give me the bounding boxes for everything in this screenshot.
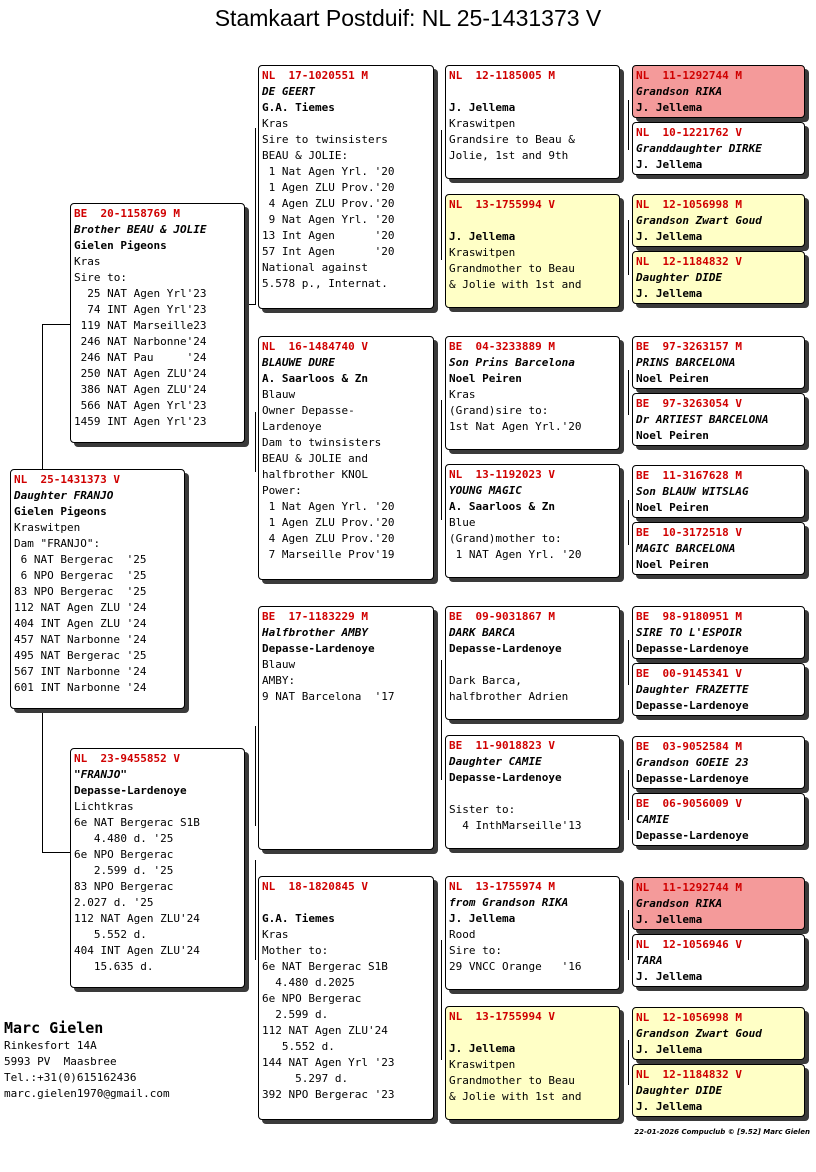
pedigree-note: 74 INT Agen Yrl'23 <box>74 303 207 316</box>
pigeon-card-dam[interactable] <box>70 748 245 988</box>
breeder-name: J. Jellema <box>636 1043 703 1056</box>
pigeon-card-sire-dam[interactable] <box>258 336 434 580</box>
owner-block <box>4 1018 170 1102</box>
breeder-name: J. Jellema <box>449 912 516 925</box>
pigeon-card-sire[interactable] <box>70 203 245 443</box>
pedigree-note: 601 INT Narbonne '24 <box>14 681 147 694</box>
pedigree-note: Mother to: <box>262 944 329 957</box>
pigeon-name: Brother BEAU & JOLIE <box>74 223 207 236</box>
pigeon-name: Daughter DIDE <box>636 1084 723 1097</box>
pigeon-name: MAGIC BARCELONA <box>636 542 736 555</box>
pedigree-note: 404 INT Agen ZLU '24 <box>14 617 147 630</box>
pigeon-card-dss[interactable] <box>445 606 620 720</box>
page-title: Stamkaart Postduif: NL 25-1431373 V <box>214 5 602 31</box>
breeder-name: Noel Peiren <box>636 372 709 385</box>
pedigree-note: 112 NAT Agen ZLU'24 <box>262 1024 388 1037</box>
pedigree-note: halfbrother Adrien <box>449 690 569 703</box>
pedigree-note: Power: <box>262 484 302 497</box>
pigeon-card-g12[interactable] <box>632 793 805 846</box>
pigeon-name: Grandson GOEIE 23 <box>636 756 749 769</box>
breeder-name: A. Saarloos & Zn <box>262 372 368 385</box>
breeder-name: Depasse-Lardenoye <box>636 642 749 655</box>
pigeon-name: BLAUWE DURE <box>262 356 335 369</box>
ring-number: NL 18-1820845 V <box>262 880 368 893</box>
ring-number: BE 09-9031867 M <box>449 610 555 623</box>
breeder-name: Noel Peiren <box>636 501 709 514</box>
breeder-name: Depasse-Lardenoye <box>636 699 749 712</box>
pedigree-note: 495 NAT Bergerac '25 <box>14 649 147 662</box>
breeder-name: Noel Peiren <box>636 558 709 571</box>
pedigree-note: 4 Agen ZLU Prov.'20 <box>262 197 395 210</box>
pigeon-card-sss[interactable] <box>445 65 620 179</box>
ring-number: BE 97-3263157 M <box>636 340 742 353</box>
ring-number: NL 12-1184832 V <box>636 255 742 268</box>
pedigree-note: (Grand)sire to: <box>449 404 549 417</box>
ring-number: NL 10-1221762 V <box>636 126 742 139</box>
pigeon-card-g16[interactable] <box>632 1064 805 1117</box>
pigeon-name: Son BLAUW WITSLAG <box>636 485 749 498</box>
pedigree-note: (Grand)mother to: <box>449 532 562 545</box>
pedigree-note: Blue <box>449 516 476 529</box>
ring-number: NL 13-1755994 V <box>449 198 555 211</box>
breeder-name: J. Jellema <box>636 1100 703 1113</box>
pedigree-note: 1st Nat Agen Yrl.'20 <box>449 420 582 433</box>
pedigree-note: Blauw <box>262 388 296 401</box>
pedigree-note: 29 VNCC Orange '16 <box>449 960 582 973</box>
pedigree-note: Blauw <box>262 658 296 671</box>
pedigree-note: 566 NAT Agen Yrl'23 <box>74 399 207 412</box>
pedigree-note: 6e NAT Bergerac S1B <box>262 960 388 973</box>
breeder-name: J. Jellema <box>449 230 516 243</box>
pigeon-name: SIRE TO L'ESPOIR <box>636 626 742 639</box>
pigeon-card-dam-sire[interactable] <box>258 606 434 850</box>
pedigree-note: 1 Agen ZLU Prov.'20 <box>262 181 395 194</box>
pigeon-card-g6[interactable] <box>632 393 805 446</box>
pigeon-name: DE GEERT <box>262 85 315 98</box>
pedigree-note: Kras <box>262 928 289 941</box>
breeder-name: J. Jellema <box>636 158 703 171</box>
pigeon-name: DARK BARCA <box>449 626 516 639</box>
pigeon-card-ddd[interactable] <box>445 1006 620 1120</box>
pedigree-note: & Jolie with 1st and <box>449 1090 582 1103</box>
pigeon-card-g7[interactable] <box>632 465 805 518</box>
ring-number: NL 23-9455852 V <box>74 752 180 765</box>
pedigree-note: Kras <box>262 117 289 130</box>
pigeon-name: "FRANJO" <box>74 768 127 781</box>
pigeon-card-g5[interactable] <box>632 336 805 389</box>
owner-phone: Tel.:+31(0)615162436 <box>4 1071 137 1084</box>
pedigree-note: 1 Nat Agen Yrl. '20 <box>262 165 395 178</box>
footer-credit: 22-01-2026 Compuclub © [9.52] Marc Gielen <box>634 1128 810 1136</box>
pigeon-name: Daughter CAMIE <box>449 755 542 768</box>
pigeon-name: YOUNG MAGIC <box>449 484 522 497</box>
breeder-name: J. Jellema <box>636 101 703 114</box>
pedigree-note: 5.578 p., Internat. <box>262 277 388 290</box>
ring-number: BE 11-9018823 V <box>449 739 555 752</box>
ring-number: BE 11-3167628 M <box>636 469 742 482</box>
pigeon-card-g11[interactable] <box>632 736 805 789</box>
ring-number: NL 12-1185005 M <box>449 69 555 82</box>
pigeon-name: Daughter FRAZETTE <box>636 683 749 696</box>
pedigree-note: 1 NAT Agen Yrl. '20 <box>449 548 582 561</box>
pedigree-note: Kras <box>449 388 476 401</box>
ring-number: BE 17-1183229 M <box>262 610 368 623</box>
pigeon-name: Halfbrother AMBY <box>262 626 368 639</box>
breeder-name: Noel Peiren <box>449 372 522 385</box>
ring-number: NL 12-1056998 M <box>636 1011 742 1024</box>
ring-number: BE 10-3172518 V <box>636 526 742 539</box>
pigeon-card-subject[interactable] <box>10 469 185 709</box>
ring-number: BE 06-9056009 V <box>636 797 742 810</box>
owner-address: Rinkesfort 14A <box>4 1039 97 1052</box>
pigeon-card-g3[interactable] <box>632 194 805 247</box>
pedigree-note: 386 NAT Agen ZLU'24 <box>74 383 207 396</box>
ring-number: NL 11-1292744 M <box>636 69 742 82</box>
pigeon-card-ssd[interactable] <box>445 194 620 308</box>
pedigree-note: AMBY: <box>262 674 296 687</box>
pedigree-note: 246 NAT Pau '24 <box>74 351 207 364</box>
pedigree-note: 7 Marseille Prov'19 <box>262 548 395 561</box>
breeder-name: A. Saarloos & Zn <box>449 500 555 513</box>
pedigree-note: 1 Agen ZLU Prov.'20 <box>262 516 395 529</box>
pedigree-note: Dam to twinsisters <box>262 436 382 449</box>
pigeon-card-g2[interactable] <box>632 122 805 175</box>
breeder-name: Depasse-Lardenoye <box>262 642 375 655</box>
pigeon-card-g8[interactable] <box>632 522 805 575</box>
breeder-name: Gielen Pigeons <box>14 505 107 518</box>
pedigree-note: 6e NAT Bergerac S1B <box>74 816 200 829</box>
ring-number: NL 12-1056998 M <box>636 198 742 211</box>
pedigree-note: 2.027 d. '25 <box>74 896 154 909</box>
owner-city: 5993 PV Maasbree <box>4 1055 117 1068</box>
pigeon-name: Daughter DIDE <box>636 271 723 284</box>
pigeon-card-sdd[interactable] <box>445 464 620 578</box>
pigeon-card-g9[interactable] <box>632 606 805 659</box>
pedigree-note: Dam "FRANJO": <box>14 537 101 550</box>
pigeon-name: Son Prins Barcelona <box>449 356 575 369</box>
pedigree-note: 404 INT Agen ZLU'24 <box>74 944 200 957</box>
pigeon-name <box>449 1025 616 1041</box>
breeder-name: Noel Peiren <box>636 429 709 442</box>
pigeon-card-dds[interactable] <box>445 876 620 990</box>
pedigree-note: 2.599 d. '25 <box>74 864 174 877</box>
pigeon-card-g4[interactable] <box>632 251 805 304</box>
pedigree-note: 144 NAT Agen Yrl '23 <box>262 1056 395 1069</box>
pigeon-card-sds[interactable] <box>445 336 620 450</box>
pigeon-card-g15[interactable] <box>632 1007 805 1060</box>
pedigree-note: 392 NPO Bergerac '23 <box>262 1088 395 1101</box>
breeder-name: Depasse-Lardenoye <box>636 772 749 785</box>
pedigree-note: Rood <box>449 928 476 941</box>
ring-number: BE 98-9180951 M <box>636 610 742 623</box>
pedigree-note: 57 Int Agen '20 <box>262 245 395 258</box>
pigeon-name: Dr ARTIEST BARCELONA <box>636 413 769 426</box>
pedigree-note: 2.599 d. <box>262 1008 329 1021</box>
pedigree-note: 567 INT Narbonne '24 <box>14 665 147 678</box>
pedigree-note: halfbrother KNOL <box>262 468 368 481</box>
ring-number: NL 17-1020551 M <box>262 69 368 82</box>
pedigree-note <box>449 657 616 673</box>
pedigree-note: 9 Nat Agen Yrl. '20 <box>262 213 395 226</box>
pedigree-note: 457 NAT Narbonne '24 <box>14 633 147 646</box>
pedigree-note: Jolie, 1st and 9th <box>449 149 569 162</box>
pigeon-card-dam-dam[interactable] <box>258 876 434 1120</box>
pedigree-note: Sire to twinsisters <box>262 133 388 146</box>
pedigree-note: 5.552 d. <box>74 928 147 941</box>
pedigree-note: Sire to: <box>449 944 502 957</box>
ring-number: NL 11-1292744 M <box>636 881 742 894</box>
pedigree-note: 83 NPO Bergerac '25 <box>14 585 147 598</box>
pedigree-note: 6 NPO Bergerac '25 <box>14 569 147 582</box>
pedigree-note: Sire to: <box>74 271 127 284</box>
pedigree-note: 112 NAT Agen ZLU'24 <box>74 912 200 925</box>
ring-number: NL 25-1431373 V <box>14 473 120 486</box>
pedigree-note: Grandmother to Beau <box>449 262 575 275</box>
pigeon-card-g10[interactable] <box>632 663 805 716</box>
owner-email[interactable]: marc.gielen1970@gmail.com <box>4 1087 170 1100</box>
pedigree-note: 5.297 d. <box>262 1072 349 1085</box>
breeder-name: Depasse-Lardenoye <box>74 784 187 797</box>
pedigree-note: 6e NPO Bergerac <box>74 848 174 861</box>
pedigree-note: 250 NAT Agen ZLU'24 <box>74 367 207 380</box>
pedigree-note: 4.480 d.2025 <box>262 976 355 989</box>
pigeon-name <box>449 84 616 100</box>
pedigree-note: 13 Int Agen '20 <box>262 229 395 242</box>
pedigree-note: Kraswitpen <box>449 117 516 130</box>
pedigree-note: 15.635 d. <box>74 960 154 973</box>
breeder-name: Gielen Pigeons <box>74 239 167 252</box>
pedigree-note: BEAU & JOLIE and <box>262 452 368 465</box>
pigeon-name: Grandson Zwart Goud <box>636 214 762 227</box>
ring-number: NL 12-1056946 V <box>636 938 742 951</box>
pigeon-card-g14[interactable] <box>632 934 805 987</box>
pigeon-name: Grandson Zwart Goud <box>636 1027 762 1040</box>
pedigree-note: Dark Barca, <box>449 674 522 687</box>
pedigree-note: 4 InthMarseille'13 <box>449 819 582 832</box>
pedigree-note: Owner Depasse- <box>262 404 355 417</box>
pedigree-note: 5.552 d. <box>262 1040 335 1053</box>
pedigree-note: Kraswitpen <box>14 521 81 534</box>
ring-number: BE 03-9052584 M <box>636 740 742 753</box>
breeder-name: Depasse-Lardenoye <box>636 829 749 842</box>
pedigree-note: National against <box>262 261 368 274</box>
pedigree-note: 4 Agen ZLU Prov.'20 <box>262 532 395 545</box>
pedigree-note: 119 NAT Marseille23 <box>74 319 207 332</box>
pedigree-note: & Jolie with 1st and <box>449 278 582 291</box>
ring-number: NL 13-1755974 M <box>449 880 555 893</box>
pedigree-note: 246 NAT Narbonne'24 <box>74 335 207 348</box>
breeder-name: J. Jellema <box>449 1042 516 1055</box>
ring-number: NL 12-1184832 V <box>636 1068 742 1081</box>
pigeon-card-g1[interactable] <box>632 65 805 118</box>
pedigree-note: Lichtkras <box>74 800 134 813</box>
pigeon-name: Daughter FRANJO <box>14 489 114 502</box>
breeder-name: J. Jellema <box>636 913 703 926</box>
pedigree-note: Kraswitpen <box>449 246 516 259</box>
breeder-name: G.A. Tiemes <box>262 912 335 925</box>
pigeon-card-sire-sire[interactable] <box>258 65 434 309</box>
pedigree-note: BEAU & JOLIE: <box>262 149 349 162</box>
pedigree-note: 1 Nat Agen Yrl. '20 <box>262 500 395 513</box>
pigeon-name: Grandson RIKA <box>636 897 723 910</box>
pigeon-name <box>449 213 616 229</box>
pigeon-name: from Grandson RIKA <box>449 896 569 909</box>
pedigree-note: 6 NAT Bergerac '25 <box>14 553 147 566</box>
pigeon-name: TARA <box>636 954 663 967</box>
breeder-name: J. Jellema <box>636 970 703 983</box>
breeder-name: J. Jellema <box>636 230 703 243</box>
ring-number: BE 97-3263054 V <box>636 397 742 410</box>
ring-number: BE 00-9145341 V <box>636 667 742 680</box>
pigeon-name: Granddaughter DIRKE <box>636 142 762 155</box>
breeder-name: J. Jellema <box>636 287 703 300</box>
pedigree-note <box>449 786 616 802</box>
pedigree-note: 9 NAT Barcelona '17 <box>262 690 395 703</box>
pigeon-card-dsd[interactable] <box>445 735 620 849</box>
pigeon-card-g13[interactable] <box>632 877 805 930</box>
owner-name: Marc Gielen <box>4 1019 104 1037</box>
pedigree-note: Lardenoye <box>262 420 322 433</box>
pedigree-note: Kraswitpen <box>449 1058 516 1071</box>
pedigree-note: Kras <box>74 255 101 268</box>
pigeon-name: CAMIE <box>636 813 670 826</box>
pigeon-name <box>262 895 430 911</box>
pedigree-note: 25 NAT Agen Yrl'23 <box>74 287 207 300</box>
pedigree-note: 6e NPO Bergerac <box>262 992 362 1005</box>
pedigree-note: Grandsire to Beau & <box>449 133 575 146</box>
pigeon-name: Grandson RIKA <box>636 85 723 98</box>
pedigree-note: Grandmother to Beau <box>449 1074 575 1087</box>
breeder-name: Depasse-Lardenoye <box>449 771 562 784</box>
pedigree-note: 112 NAT Agen ZLU '24 <box>14 601 147 614</box>
pedigree-note: 1459 INT Agen Yrl'23 <box>74 415 207 428</box>
ring-number: BE 20-1158769 M <box>74 207 180 220</box>
breeder-name: J. Jellema <box>449 101 516 114</box>
ring-number: NL 13-1755994 V <box>449 1010 555 1023</box>
breeder-name: Depasse-Lardenoye <box>449 642 562 655</box>
pedigree-note: 4.480 d. '25 <box>74 832 174 845</box>
pigeon-name: PRINS BARCELONA <box>636 356 736 369</box>
ring-number: NL 13-1192023 V <box>449 468 555 481</box>
ring-number: NL 16-1484740 V <box>262 340 368 353</box>
ring-number: BE 04-3233889 M <box>449 340 555 353</box>
breeder-name: G.A. Tiemes <box>262 101 335 114</box>
pedigree-note: 83 NPO Bergerac <box>74 880 174 893</box>
pedigree-note: Sister to: <box>449 803 516 816</box>
